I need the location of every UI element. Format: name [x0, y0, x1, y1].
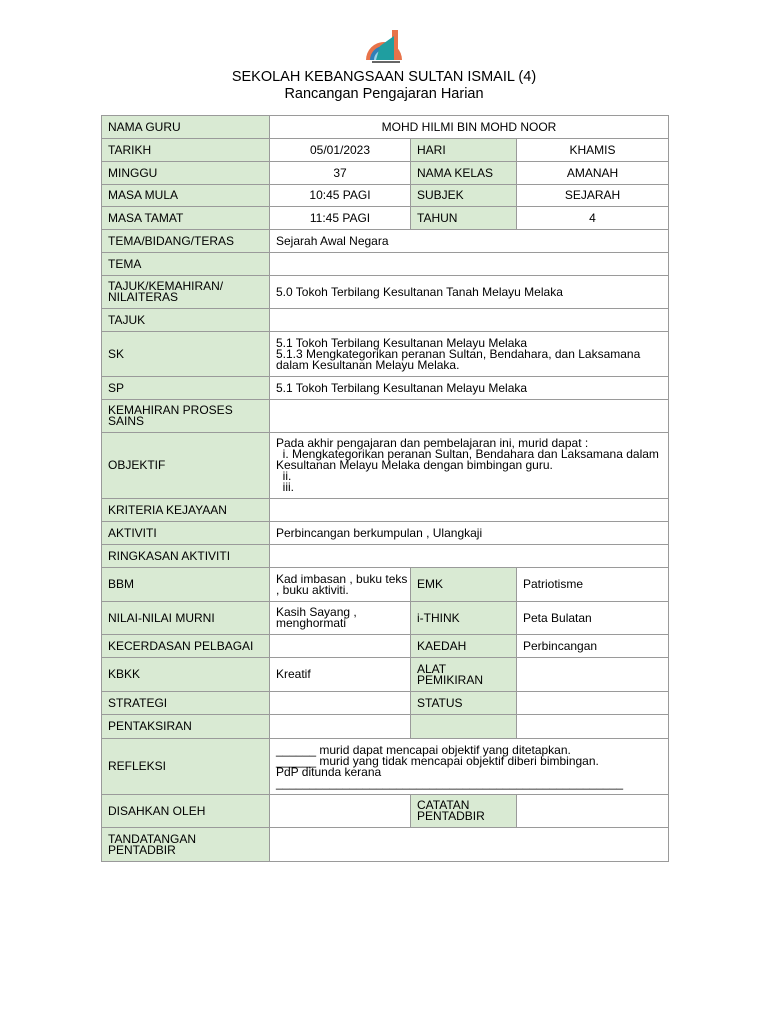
- value-hari: KHAMIS: [517, 139, 669, 162]
- row-sk: [102, 332, 669, 377]
- value-alat-pemikiran: [517, 658, 669, 692]
- row-strategi: [102, 692, 669, 715]
- label-kriteria-kejayaan: KRITERIA KEJAYAAN: [102, 499, 270, 522]
- label-tajuk: TAJUK: [102, 309, 270, 332]
- value-kbkk: Kreatif: [270, 658, 411, 692]
- value-strategi: [270, 692, 411, 715]
- row-bbm: [102, 568, 669, 602]
- row-tajuk: [102, 309, 669, 332]
- school-logo: [362, 26, 406, 66]
- value-tandatangan: [270, 828, 669, 862]
- label-masa-mula: MASA MULA: [102, 185, 270, 207]
- value-tema-bidang: Sejarah Awal Negara: [270, 230, 669, 253]
- label-kbkk: KBKK: [102, 658, 270, 692]
- label-pentaksiran: PENTAKSIRAN: [102, 715, 270, 739]
- value-sp: 5.1 Tokoh Terbilang Kesultanan Melayu Melaka: [270, 377, 669, 400]
- label-status: STATUS: [411, 692, 517, 715]
- label-kecerdasan: KECERDASAN PELBAGAI: [102, 635, 270, 658]
- lesson-plan-table: [101, 115, 669, 862]
- label-tema: TEMA: [102, 253, 270, 276]
- value-pentaksiran-extra: [517, 715, 669, 739]
- value-nama-kelas: AMANAH: [517, 162, 669, 185]
- label-i-think: i-THINK: [411, 602, 517, 635]
- label-tarikh: TARIKH: [102, 139, 270, 162]
- row-objektif: [102, 433, 669, 499]
- label-minggu: MINGGU: [102, 162, 270, 185]
- row-tarikh: [102, 139, 669, 162]
- label-pentaksiran-extra: [411, 715, 517, 739]
- value-tahun: 4: [517, 207, 669, 230]
- value-aktiviti: Perbincangan berkumpulan , Ulangkaji: [270, 522, 669, 545]
- value-subjek: SEJARAH: [517, 185, 669, 207]
- value-tema: [270, 253, 669, 276]
- document-subtitle: Rancangan Pengajaran Harian: [284, 86, 484, 102]
- label-kaedah: KAEDAH: [411, 635, 517, 658]
- value-nama-guru: MOHD HILMI BIN MOHD NOOR: [270, 116, 669, 139]
- value-catatan-pentadbir: [517, 795, 669, 828]
- value-masa-tamat: 11:45 PAGI: [270, 207, 411, 230]
- value-status: [517, 692, 669, 715]
- value-tajuk-kemahiran: 5.0 Tokoh Terbilang Kesultanan Tanah Melayu Melaka: [270, 276, 669, 309]
- row-nama-guru: [102, 116, 669, 139]
- label-refleksi: REFLEKSI: [102, 739, 270, 795]
- value-tajuk: [270, 309, 669, 332]
- row-kemahiran-proses-sains: [102, 400, 669, 433]
- label-catatan-pentadbir: CATATAN PENTADBIR: [411, 795, 517, 828]
- label-tahun: TAHUN: [411, 207, 517, 230]
- value-kaedah: Perbincangan: [517, 635, 669, 658]
- label-nama-kelas: NAMA KELAS: [411, 162, 517, 185]
- label-nama-guru: NAMA GURU: [102, 116, 270, 139]
- label-sk: SK: [102, 332, 270, 377]
- value-disahkan-oleh: [270, 795, 411, 828]
- label-bbm: BBM: [102, 568, 270, 602]
- value-minggu: 37: [270, 162, 411, 185]
- label-tema-bidang: TEMA/BIDANG/TERAS: [102, 230, 270, 253]
- value-kecerdasan: [270, 635, 411, 658]
- value-kemahiran-proses-sains: [270, 400, 669, 433]
- label-nilai-murni: NILAI-NILAI MURNI: [102, 602, 270, 635]
- row-tajuk-kemahiran: [102, 276, 669, 309]
- value-masa-mula: 10:45 PAGI: [270, 185, 411, 207]
- row-tema: [102, 253, 669, 276]
- row-refleksi: [102, 739, 669, 795]
- label-emk: EMK: [411, 568, 517, 602]
- school-name: SEKOLAH KEBANGSAAN SULTAN ISMAIL (4): [231, 69, 537, 85]
- label-objektif: OBJEKTIF: [102, 433, 270, 499]
- row-pentaksiran: [102, 715, 669, 739]
- value-tarikh: 05/01/2023: [270, 139, 411, 162]
- value-refleksi: ______ murid dapat mencapai objektif yang ditetapkan. ______ murid yang tidak mencapai objektif diberi bimbingan. PdP ditunda kerana ____________________________________________________: [270, 739, 669, 795]
- value-emk: Patriotisme: [517, 568, 669, 602]
- label-masa-tamat: MASA TAMAT: [102, 207, 270, 230]
- value-sk: 5.1 Tokoh Terbilang Kesultanan Melayu Melaka 5.1.3 Mengkategorikan peranan Sultan, Bendahara, dan Laksamana dalam Kesultanan Melayu Melaka.: [270, 332, 669, 377]
- value-pentaksiran: [270, 715, 411, 739]
- row-kecerdasan: [102, 635, 669, 658]
- label-tandatangan: TANDATANGAN PENTADBIR: [102, 828, 270, 862]
- value-ringkasan-aktiviti: [270, 545, 669, 568]
- row-sp: [102, 377, 669, 400]
- label-sp: SP: [102, 377, 270, 400]
- label-ringkasan-aktiviti: RINGKASAN AKTIVITI: [102, 545, 270, 568]
- row-disahkan-oleh: [102, 795, 669, 828]
- label-strategi: STRATEGI: [102, 692, 270, 715]
- value-objektif: Pada akhir pengajaran dan pembelajaran ini, murid dapat : i. Mengkategorikan peranan Sultan, Bendahara dan Laksamana dalam Kesultanan Melayu Melaka dengan bimbingan guru. ii. iii.: [270, 433, 669, 499]
- row-tema-bidang: [102, 230, 669, 253]
- label-hari: HARI: [411, 139, 517, 162]
- label-kemahiran-proses-sains: KEMAHIRAN PROSES SAINS: [102, 400, 270, 433]
- label-subjek: SUBJEK: [411, 185, 517, 207]
- value-i-think: Peta Bulatan: [517, 602, 669, 635]
- row-aktiviti: [102, 522, 669, 545]
- value-nilai-murni: Kasih Sayang , menghormati: [270, 602, 411, 635]
- value-kriteria-kejayaan: [270, 499, 669, 522]
- label-disahkan-oleh: DISAHKAN OLEH: [102, 795, 270, 828]
- value-bbm: Kad imbasan , buku teks , buku aktiviti.: [270, 568, 411, 602]
- label-tajuk-kemahiran: TAJUK/KEMAHIRAN/ NILAITERAS: [102, 276, 270, 309]
- row-masa-mula: [102, 185, 669, 207]
- row-kbkk: [102, 658, 669, 692]
- row-minggu: [102, 162, 669, 185]
- label-alat-pemikiran: ALAT PEMIKIRAN: [411, 658, 517, 692]
- label-aktiviti: AKTIVITI: [102, 522, 270, 545]
- row-masa-tamat: [102, 207, 669, 230]
- row-ringkasan-aktiviti: [102, 545, 669, 568]
- row-kriteria-kejayaan: [102, 499, 669, 522]
- row-nilai-murni: [102, 602, 669, 635]
- row-tandatangan: [102, 828, 669, 862]
